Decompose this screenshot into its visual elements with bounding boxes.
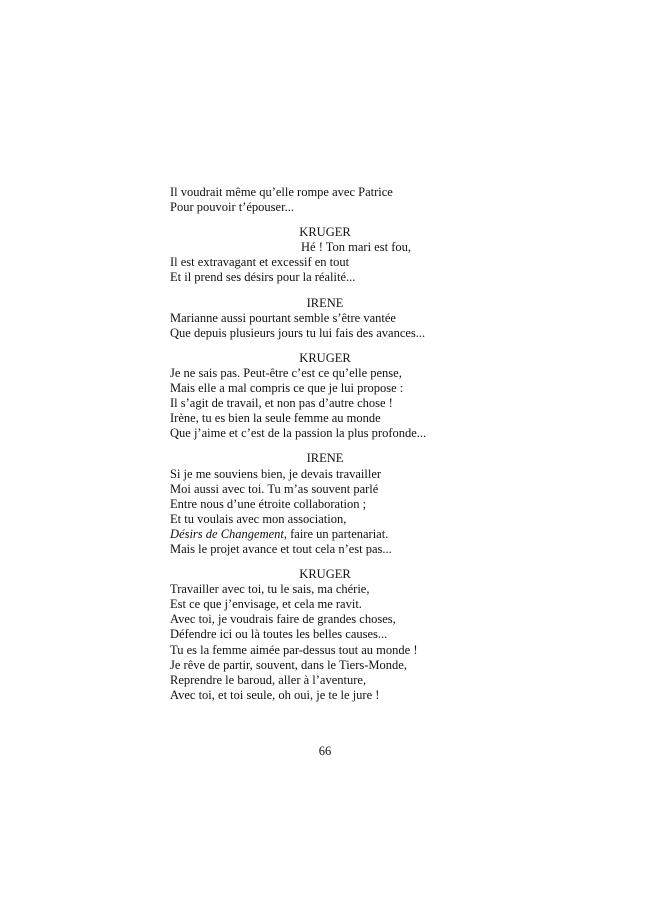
verse-line: Avec toi, et toi seule, oh oui, je te le jure ! — [170, 687, 380, 702]
speaker-name: KRUGER — [299, 567, 351, 582]
verse-line: Avec toi, je voudrais faire de grandes choses, — [170, 612, 396, 627]
verse-line: Marianne aussi pourtant semble s’être vantée — [170, 310, 396, 325]
play-text — [170, 185, 480, 703]
verse-line: Reprendre le baroud, aller à l’aventure, — [170, 672, 367, 687]
verse-line: Travailler avec toi, tu le sais, ma chérie, — [170, 582, 370, 597]
verse-line: Si je me souviens bien, je devais travailler — [170, 466, 382, 481]
speech-6 — [170, 567, 480, 703]
speech-1 — [170, 185, 480, 215]
verse-line: Défendre ici ou là toutes les belles causes... — [170, 627, 388, 642]
speaker-name: KRUGER — [299, 225, 351, 240]
verse-line: Il est extravagant et excessif en tout — [170, 255, 350, 270]
verse-line: Et il prend ses désirs pour la réalité... — [170, 270, 356, 285]
speech-2 — [170, 225, 480, 285]
work-title: Désirs de Changement, — [170, 526, 287, 541]
verse-line: Tu es la femme aimée par-dessus tout au monde ! — [170, 642, 418, 657]
speech-4 — [170, 351, 480, 442]
verse-line: Il voudrait même qu’elle rompe avec Patrice — [170, 185, 393, 199]
verse-line-rest: faire un partenariat. — [287, 526, 389, 541]
verse-line: Il s’agit de travail, et non pas d’autre chose ! — [170, 396, 393, 411]
speaker-name: IRENE — [306, 451, 344, 466]
verse-line: Mais le projet avance et tout cela n’est pas... — [170, 541, 392, 556]
verse-line: Irène, tu es bien la seule femme au monde — [170, 411, 381, 426]
verse-line: Est ce que j’envisage, et cela me ravit. — [170, 597, 362, 612]
speaker-name: KRUGER — [299, 350, 351, 365]
verse-line: Entre nous d’une étroite collaboration ; — [170, 496, 367, 511]
verse-line: Et tu voulais avec mon association, — [170, 511, 347, 526]
verse-line: Je ne sais pas. Peut-être c’est ce qu’elle pense, — [170, 365, 402, 380]
verse-line: Mais elle a mal compris ce que je lui propose : — [170, 381, 404, 396]
verse-line: Pour pouvoir t’épouser... — [170, 200, 294, 215]
speech-3 — [170, 296, 480, 341]
verse-line-with-title — [170, 527, 480, 542]
verse-line: Moi aussi avec toi. Tu m’as souvent parlé — [170, 481, 379, 496]
verse-line: Que depuis plusieurs jours tu lui fais des avances... — [170, 325, 426, 340]
speaker-name: IRENE — [306, 295, 344, 310]
verse-line: Hé ! Ton mari est fou, — [301, 240, 411, 255]
verse-line: Que j’aime et c’est de la passion la plus profonde... — [170, 426, 427, 441]
verse-line: Je rêve de partir, souvent, dans le Tiers-Monde, — [170, 657, 407, 672]
page-number: 66 — [318, 744, 332, 758]
speech-5 — [170, 451, 480, 557]
